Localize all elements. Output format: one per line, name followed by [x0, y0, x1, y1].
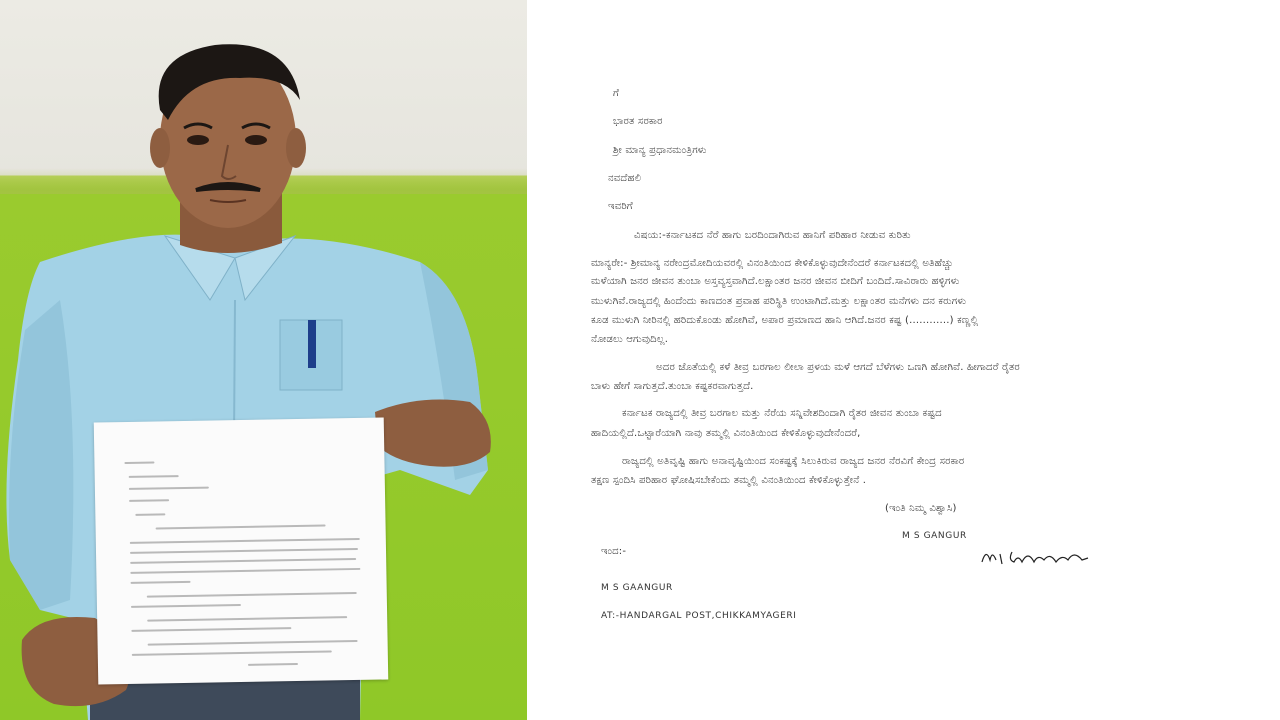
subject-line: ವಿಷಯ:-ಕರ್ನಾಟಕದ ನೆರೆ ಹಾಗು ಬರದಿಂದಾಗಿರುವ ಹಾನಿಗೆ ಪರಿಹಾರ ನೀಡುವ ಕುರಿತು	[634, 230, 911, 241]
closing: (ಇಂತಿ ನಿಮ್ಮ ವಿಶ್ವಾಸಿ)	[885, 503, 957, 514]
paragraph-1-line-5: ನೋಡಲು ಆಗುವುದಿಲ್ಲ.	[591, 334, 669, 345]
paragraph-4-line-2: ತಕ್ಷಣ ಸ್ಪಂದಿಸಿ ಪರಿಹಾರ ಘೋಷಿಸಬೇಕೆಂದು ತಮ್ಮಲ್ಲಿ ವಿನಂತಿಯಿಂದ ಕೇಳಿಕೊಳ್ಳುತ್ತೇನೆ .	[591, 475, 867, 486]
moustache	[196, 184, 260, 190]
paragraph-2-line-2: ಬಾಳು ಹೇಗೆ ಸಾಗುತ್ತದೆ.ತುಂಬಾ ಕಷ್ಟಕರವಾಗುತ್ತದೆ.	[591, 381, 754, 392]
sender-address: AT:-HANDARGAL POST,CHIKKAMYAGERI	[601, 611, 797, 621]
letter-scan	[527, 0, 1280, 720]
sender-name: M S GAANGUR	[601, 583, 673, 593]
paragraph-4-line-1: ರಾಜ್ಯದಲ್ಲಿ ಅತಿವೃಷ್ಟಿ ಹಾಗು ಅನಾವೃಷ್ಟಿಯಿಂದ ಸಂಕಷ್ಟಕ್ಕೆ ಸಿಲುಕಿರುವ ರಾಜ್ಯದ ಜನರ ನೆರವಿಗೆ ಕೇಂದ್ರ ಸರಕಾರ	[622, 456, 965, 467]
paragraph-1-line-1: ಮಾನ್ಯರೇ:- ಶ್ರೀಮಾನ್ಯ ನರೇಂದ್ರಮೋದಿಯವರಲ್ಲಿ ವಿನಂತಿಯಿಂದ ಕೇಳಿಕೊಳ್ಳುವುದೇನೆಂದರೆ ಕರ್ನಾಟಕದಲ್ಲಿ ಅತಿಹೆಚ್ಚು	[591, 258, 954, 269]
held-letter-paper	[94, 417, 389, 684]
paragraph-1-line-3: ಮುಳುಗಿವೆ.ರಾಜ್ಯದಲ್ಲಿ ಹಿಂದೆಂದು ಕಾಣದಂತ ಪ್ರವಾಹ ಪರಿಸ್ಥಿತಿ ಉಂಟಾಗಿದೆ.ಮತ್ತು ಲಕ್ಷಾಂತರ ಮನೆಗಳು ದನ ಕರುಗಳು	[591, 296, 967, 307]
signature-image	[978, 540, 1093, 572]
recipient-line-2: ಶ್ರೀ ಮಾನ್ಯ ಪ್ರಧಾನಮಂತ್ರಿಗಳು	[613, 145, 707, 156]
recipient-line-1: ಭಾರತ ಸರಕಾರ	[613, 116, 663, 127]
pen-icon	[308, 320, 316, 368]
paragraph-1-line-2: ಮಳೆಯಾಗಿ ಜನರ ಜೀವನ ತುಂಬಾ ಅಸ್ತವ್ಯಸ್ತವಾಗಿದೆ.ಲಕ್ಷಾಂತರ ಜನರ ಜೀವನ ಬೀದಿಗೆ ಬಂದಿದೆ.ಸಾವಿರಾರು ಹಳ್ಳಿಗಳು	[591, 276, 960, 287]
photo-panel	[0, 0, 527, 720]
paragraph-1-line-4: ಕೂಡ ಮುಳುಗಿ ನೀರಿನಲ್ಲಿ ಹರಿದುಕೊಂಡು ಹೋಗಿವೆ, ಅಪಾರ ಪ್ರಮಾಣದ ಹಾನಿ ಆಗಿದೆ.ಜನರ ಕಷ್ಟ (............) ಕಣ್ಣಲ್ಲಿ	[591, 315, 979, 326]
paragraph-3-line-1: ಕರ್ನಾಟಕ ರಾಜ್ಯದಲ್ಲಿ ತೀವ್ರ ಬರಗಾಲ ಮತ್ತು ನೆರೆಯ ಸನ್ನಿವೇಶದಿಂದಾಗಿ ರೈತರ ಜೀವನ ತುಂಬಾ ಕಷ್ಟದ	[622, 408, 942, 419]
from-label: ಇಂದ:-	[601, 546, 627, 557]
paragraph-3-line-2: ಹಾದಿಯಲ್ಲಿದೆ.ಒಟ್ಟಾರೆಯಾಗಿ ನಾವು ತಮ್ಮಲ್ಲಿ ವಿನಂತಿಯಿಂದ ಕೇಳಿಕೊಳ್ಳುವುದೇನೆಂದರೆ,	[591, 428, 861, 439]
signatory-name: M S GANGUR	[902, 531, 967, 541]
salutation: ಗೆ	[613, 88, 620, 99]
greeting: ಇವರಿಗೆ	[608, 201, 633, 212]
paragraph-2-line-1: ಅದರ ಜೊತೆಯಲ್ಲಿ ಕಳೆ ತೀವ್ರ ಬರಗಾಲ ಲೀಲಾ ಪ್ರಳಯ ಮಳೆ ಆಗದೆ ಬೆಳೆಗಳು ಒಣಗಿ ಹೋಗಿವೆ. ಹೀಗಾದರೆ ರೈತರ	[656, 362, 1020, 373]
recipient-line-3: ನವದೆಹಲಿ	[608, 173, 642, 184]
